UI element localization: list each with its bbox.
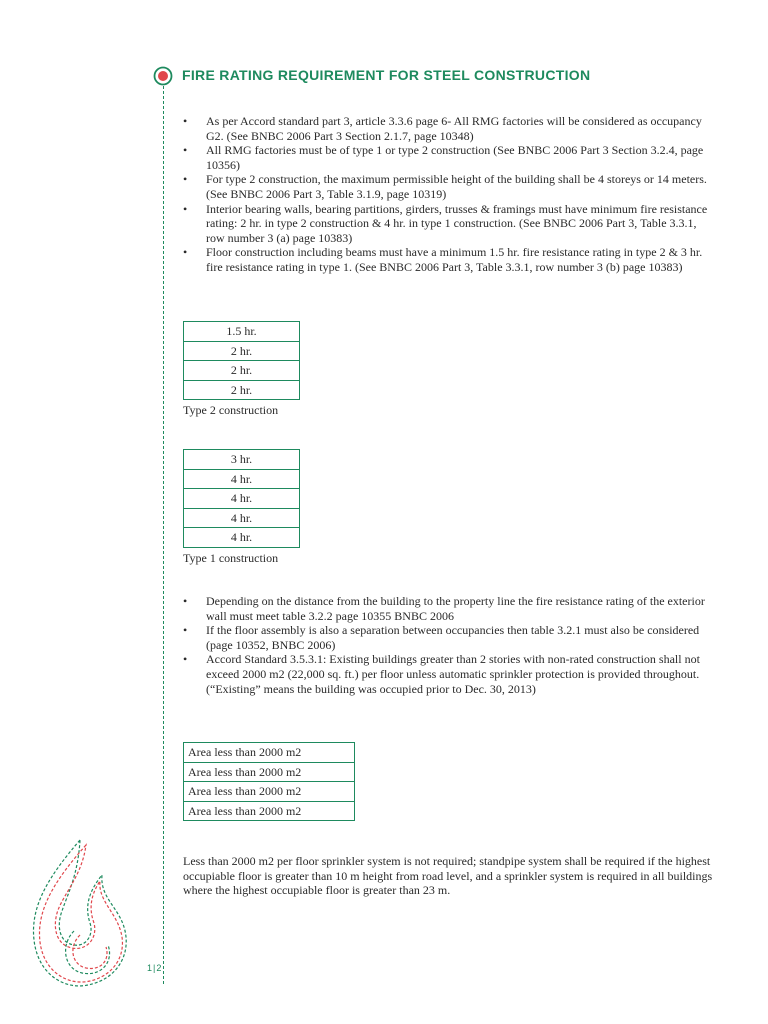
type1-rating-table	[183, 449, 300, 548]
table-cell: 1.5 hr.	[184, 322, 300, 342]
list-item: • If the floor assembly is also a separation between occupancies then table 3.2.1 must also be considered (page 10352, BNBC 2006)	[183, 623, 713, 652]
table-cell: 2 hr.	[184, 341, 300, 361]
margin-dashed-line	[163, 86, 164, 984]
bullet-list-exterior	[183, 594, 713, 696]
table-cell: Area less than 2000 m2	[184, 743, 355, 763]
table-cell: Area less than 2000 m2	[184, 801, 355, 821]
table-cell: 2 hr.	[184, 361, 300, 381]
type1-caption: Type 1 construction	[183, 551, 279, 565]
table-cell: 4 hr.	[184, 489, 300, 509]
list-item: • For type 2 construction, the maximum permissible height of the building shall be 4 storeys or 14 meters. (See BNBC 2006 Part 3, Table 3.1.9, page 10319)	[183, 172, 713, 201]
list-item: • All RMG factories must be of type 1 or type 2 construction (See BNBC 2006 Part 3 Section 3.2.4, page 10356)	[183, 143, 713, 172]
table-cell: 4 hr.	[184, 469, 300, 489]
list-item: • Interior bearing walls, bearing partitions, girders, trusses & framings must have minimum fire resistance rating: 2 hr. in type 2 construction & 4 hr. in type 1 construction. (See BNBC 2006 Part 3, Table 3.3.1, row number 3 (a) page 10383)	[183, 202, 713, 246]
type2-caption: Type 2 construction	[183, 403, 279, 417]
table-cell: 3 hr.	[184, 450, 300, 470]
page-title: FIRE RATING REQUIREMENT FOR STEEL CONSTRUCTION	[182, 67, 591, 83]
area-table	[183, 742, 355, 821]
table-cell: 4 hr.	[184, 508, 300, 528]
table-cell: 2 hr.	[184, 380, 300, 400]
sprinkler-paragraph: Less than 2000 m2 per floor sprinkler system is not required; standpipe system shall be required if the highest occupiable floor is greater than 10 m height from road level, and a sprinkler system is required in all buildings where the highest occupiable floor is greater than 23 m.	[183, 854, 713, 898]
target-circle-icon	[153, 66, 173, 86]
flame-logo-icon	[20, 835, 150, 995]
list-item: • As per Accord standard part 3, article 3.3.6 page 6- All RMG factories will be considered as occupancy G2. (See BNBC 2006 Part 3 Section 2.1.7, page 10348)	[183, 114, 713, 143]
page-number: 1|2	[147, 963, 163, 973]
table-cell: Area less than 2000 m2	[184, 782, 355, 802]
table-cell: 4 hr.	[184, 528, 300, 548]
bullet-list-requirements	[183, 114, 713, 275]
type2-rating-table	[183, 321, 300, 400]
table-cell: Area less than 2000 m2	[184, 762, 355, 782]
list-item: • Floor construction including beams must have a minimum 1.5 hr. fire resistance rating in type 2 & 3 hr. fire resistance rating in type 1. (See BNBC 2006 Part 3, Table 3.3.1, row number 3 (b) page 10383)	[183, 245, 713, 274]
list-item: • Depending on the distance from the building to the property line the fire resistance rating of the exterior wall must meet table 3.2.2 page 10355 BNBC 2006	[183, 594, 713, 623]
list-item: • Accord Standard 3.5.3.1: Existing buildings greater than 2 stories with non-rated construction shall not exceed 2000 m2 (22,000 sq. ft.) per floor unless automatic sprinkler protection is provided throughout. (“Existing” means the building was occupied prior to Dec. 30, 2013)	[183, 652, 713, 696]
